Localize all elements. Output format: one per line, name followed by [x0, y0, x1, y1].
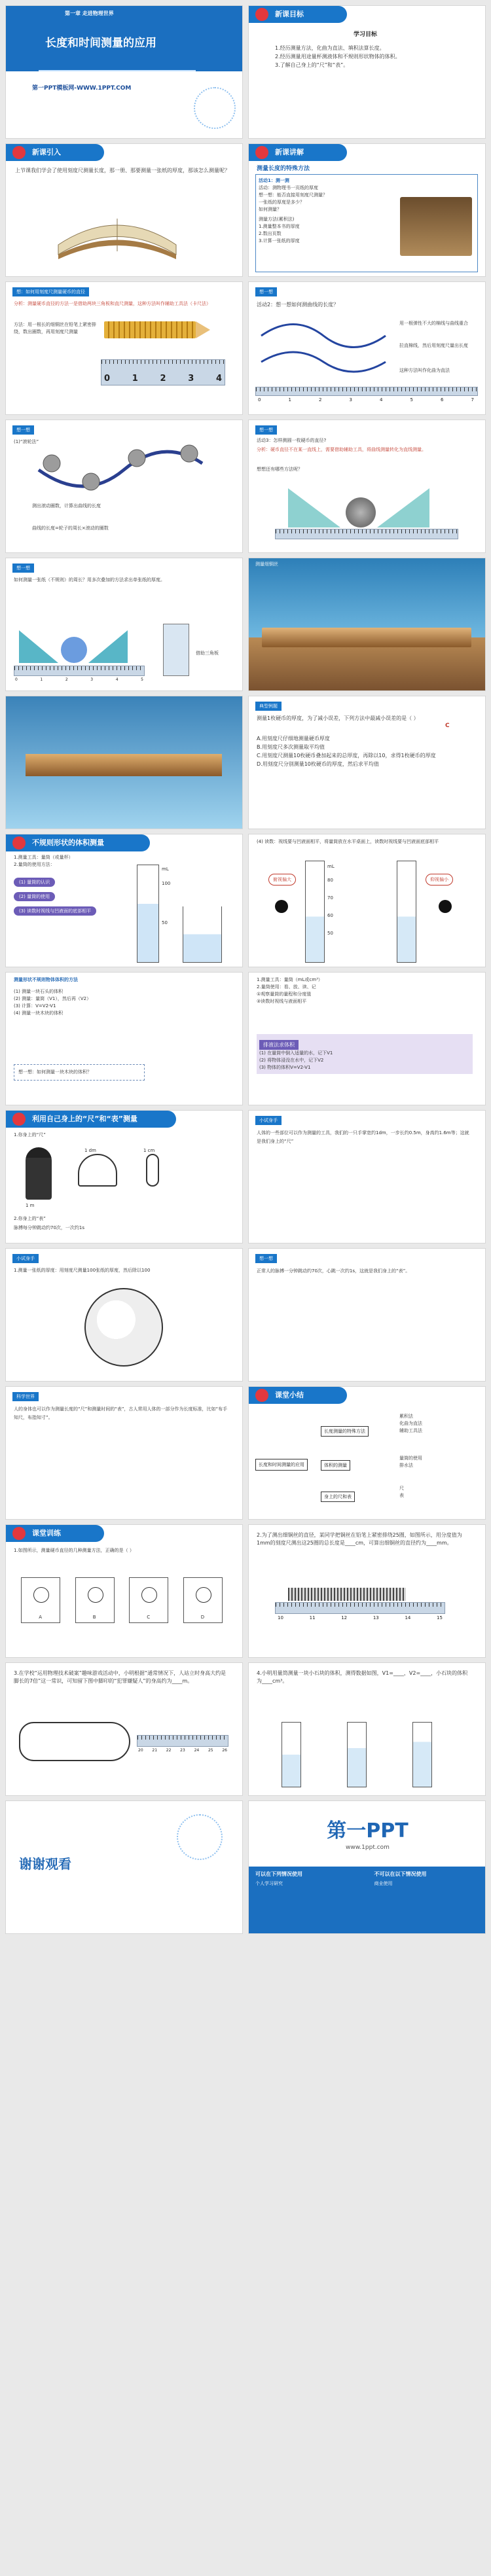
reading-text: (4) 读数：视线要与凹液面相平，将量筒放在水平桌面上，读数时视线要与凹液面底部相平: [257, 839, 439, 844]
slide-volume-1[interactable]: [5, 834, 243, 967]
band-volume: 不规则形状的体积测量: [6, 834, 150, 851]
slide-irregular[interactable]: [5, 972, 243, 1105]
site-label: 第一PPT模板网-WWW.1PPT.COM: [32, 85, 132, 92]
goals-heading: 学习目标: [354, 31, 378, 38]
ruler-ticks: 10 11 12 13 14 15: [278, 1615, 443, 1620]
wood-block: [262, 628, 471, 647]
paper-text: 如何测量一张纸（不规则）的周长？用多次叠加的方法求出单张纸的厚度。: [14, 577, 165, 582]
box-title: 排液法求体积: [259, 1040, 299, 1050]
question-text: 1.如图所示，测量硬币直径的几种测量方法，正确的是（ ）: [14, 1548, 134, 1553]
cylinder-unit: mL: [162, 867, 169, 872]
length-label: 1 cm: [143, 1148, 155, 1153]
band-body: 利用自己身上的“尺”和“表”测量: [6, 1111, 176, 1128]
bubble-bottom: 仰视偏小: [426, 874, 453, 885]
band-intro: 新课引入: [6, 144, 104, 161]
can-use-heading: 可以在下列情况使用: [255, 1871, 302, 1877]
question-text: 活动2：想一想如何测曲线的长度？: [257, 302, 339, 308]
pen-icon: [255, 146, 268, 159]
line: ②读数时视线与液面相平: [257, 999, 307, 1004]
item: (3) 物体的体积V=V2-V1: [259, 1065, 311, 1070]
slide-roll[interactable]: [5, 420, 243, 553]
box-line: 一张纸的厚度是多少？: [259, 200, 304, 205]
thanks-title: 谢谢观看: [19, 1856, 71, 1872]
wheel-illustration: [32, 444, 209, 496]
beaker: [183, 906, 222, 963]
section-subtitle: 想：如何用刻度尺测量硬币的直径: [12, 287, 89, 296]
question-text: 3.在学校“运用物理技术破案”趣味游戏活动中，小明根据“通常情况下，人站立时身高大约是脚长的7倍”这一常识，可知留下图中脚印的“犯罪嫌疑人”的身高约为____m。: [14, 1670, 227, 1684]
coin: [61, 637, 87, 663]
band-exercise: 课堂训练: [6, 1525, 104, 1542]
person-illustration: [26, 1147, 52, 1200]
pulse-text: 脉搏每分钟跳动约70次，一次约1s: [14, 1225, 85, 1230]
section-subtitle: 小试身手: [255, 1116, 282, 1125]
slide-paper[interactable]: [5, 558, 243, 691]
leaf: 表: [399, 1493, 404, 1498]
mickey-icon: [439, 900, 452, 913]
summary-branch: 长度测量的特殊方法: [321, 1426, 369, 1437]
section-subtitle: 想一想: [12, 564, 34, 573]
item: (2) 将物体浸没在水中，记下V2: [259, 1058, 324, 1063]
line: ①观察量筒的量程和分度值: [257, 992, 312, 997]
content-text: 1.测量一张纸的厚度：用刻度尺测量100张纸的厚度，然后除以100: [14, 1268, 151, 1273]
scale-mark: 50: [327, 931, 333, 936]
step-line: (4) 测量一块木块的体积: [14, 1011, 64, 1016]
cannot-use-item: 商业使用: [374, 1881, 393, 1886]
leaf: 尺: [399, 1486, 404, 1491]
ruler: [255, 387, 478, 396]
caption: 借助三角板: [196, 651, 219, 656]
method-step: 2.数出页数: [259, 231, 282, 236]
coil-illustration: [288, 1588, 406, 1601]
step-line: (1) 测量一块石头的体积: [14, 989, 64, 994]
analysis-text: 分析：测量硬币直径的方法一是借助两块三角板和直尺测量，这种方法叫作辅助工具法（卡尺法）: [14, 301, 211, 306]
section-subtitle: 科学世界: [12, 1392, 39, 1401]
slide-summary-volume[interactable]: [248, 972, 486, 1105]
option-figure[interactable]: B: [75, 1577, 115, 1623]
vertical-ruler: [163, 624, 189, 676]
leaf: 排水法: [399, 1463, 413, 1468]
slide-volume-2[interactable]: [248, 834, 486, 967]
summary-center: 长度和时间测量的应用: [255, 1459, 308, 1471]
slide-science[interactable]: [5, 1386, 243, 1520]
option-b[interactable]: B.用刻度尺多次测量取平均值: [257, 744, 325, 750]
ruler: [137, 1735, 228, 1747]
line: 2.量筒使用：看、放、读、记: [257, 984, 316, 990]
slide-summary[interactable]: [248, 1386, 486, 1520]
ruler: [275, 529, 458, 539]
triangle-right: [377, 488, 429, 528]
cylinder-c: [412, 1722, 432, 1787]
question-text: 4.小明用量筒测量一块小石块的体积，测得数据如图，V1=____，V2=____，小石块的体积为____cm³。: [257, 1670, 468, 1684]
scale-mark: 80: [327, 878, 333, 883]
slide-curve[interactable]: [248, 281, 486, 415]
content-text: 正常人的脉搏一分钟跳动约70次，心跳一次约1s，这就是我们身上的“表”。: [257, 1268, 410, 1274]
slide-coin[interactable]: [5, 281, 243, 415]
question-2: 2.你身上的“表”: [14, 1216, 46, 1221]
cylinder-a: [282, 1722, 301, 1787]
slide-think[interactable]: [248, 1248, 486, 1382]
leaf: 累积法: [399, 1414, 413, 1419]
question-text: 测量1枚硬币的厚度，为了减小误差，下列方法中最减小误差的是（ ）: [257, 715, 419, 721]
book-icon: [255, 8, 268, 21]
intro-line: 2.量筒的使用方法：: [14, 862, 55, 867]
label-pill: (1) 量筒的认识: [14, 878, 55, 887]
label-pill: (2) 量筒的使用: [14, 892, 55, 901]
box-line: 如何测量？: [259, 207, 282, 212]
leaf: 辅助工具法: [399, 1428, 422, 1433]
ruler-ticks: 0 1 2 3 4: [104, 374, 222, 384]
cylinder-b: [347, 1722, 367, 1787]
wood-plank: [26, 754, 222, 776]
section-subtitle: 测量长度的特殊方法: [257, 166, 310, 172]
question-text: 2.为了测出细铜丝的直径，某同学把铜丝在铅笔上紧密排绕25圈，如图所示，用分度值为1mm的刻度尺测出这25圈的总长度是____cm，可算出细铜丝的直径约为____mm。: [257, 1532, 462, 1546]
note-text: 曲线的长度=轮子的周长×滚动的圈数: [32, 526, 109, 531]
answer-mark: C: [445, 723, 450, 729]
method-text: 方法：用一根长的细铜丝在铅笔上紧密排绕，数出圈数，再用刻度尺测量: [14, 322, 96, 334]
slide-photo-2[interactable]: [5, 696, 243, 829]
section-subtitle: 想一想: [255, 1254, 277, 1263]
content-text: 人体的一些部位可以作为测量的工具，我们的一只手掌宽约1dm，一步长约0.5m，身高约1.6m等；这就是我们身上的“尺”: [257, 1130, 469, 1144]
option-figure[interactable]: A: [21, 1577, 60, 1623]
option-figure[interactable]: C: [129, 1577, 168, 1623]
dandelion-icon: [177, 1814, 223, 1860]
method-title: 测量方法(累积法): [259, 217, 295, 222]
set-square-1: [19, 630, 58, 663]
slide-brand[interactable]: [248, 1800, 486, 1934]
slide-try-2[interactable]: [5, 1248, 243, 1382]
ruler-ticks: 0 1 2 3 4 5 6 7: [258, 397, 474, 402]
step-line: (2) 测量：量筒（V1），然后再（V2）: [14, 996, 92, 1001]
slide-exercise-3[interactable]: [5, 1662, 243, 1796]
finger: [146, 1154, 159, 1187]
slide-goals[interactable]: [248, 5, 486, 139]
pencil-illustration: [104, 321, 196, 338]
slide-diameter[interactable]: [248, 420, 486, 553]
cannot-use-heading: 不可以在以下情况使用: [374, 1871, 427, 1877]
section-subtitle: 想一想: [255, 287, 277, 296]
length-label: 1 m: [26, 1203, 35, 1208]
box-line: 活动：测物理书一页纸的厚度: [259, 185, 318, 190]
ruler: [275, 1602, 445, 1614]
slide-intro[interactable]: [5, 143, 243, 277]
set-square-2: [88, 630, 128, 663]
stack-illustration: [400, 197, 472, 256]
step-3: 这种方法叫作化曲为直法: [399, 368, 450, 373]
summary-branch: 身上的尺和表: [321, 1492, 355, 1502]
leaf: 化曲为直法: [399, 1421, 422, 1426]
result-text: 测出滚动圈数，计算出曲线的长度: [32, 503, 101, 509]
cartoon-illustration: [84, 1288, 163, 1367]
pencil-icon: [12, 1527, 26, 1540]
slide-title[interactable]: [5, 5, 243, 139]
option-c[interactable]: C.用刻度尺测量10枚硬币叠加起来的总厚度，再除以10，求得1枚硬币的厚度: [257, 753, 436, 759]
slide-exercise-4[interactable]: [248, 1662, 486, 1796]
method-step: 1.测量整本书的厚度: [259, 224, 300, 229]
slide-photo-1[interactable]: [248, 558, 486, 691]
beaker-icon: [12, 836, 26, 850]
goal-item: 2.经历测量用途量杯测液体和不规则形状物体的体积。: [275, 54, 401, 60]
option-a[interactable]: A.用刻度尺仔细地测量硬币厚度: [257, 736, 330, 742]
slide-exercise-2[interactable]: [248, 1524, 486, 1658]
mickey-icon: [275, 900, 288, 913]
check-icon: [255, 1389, 268, 1402]
question-text: (1)“滚轮法”: [14, 439, 39, 444]
section-subtitle: 小试身手: [12, 1254, 39, 1263]
content-text: 人的身体也可以作为测量长度的“尺”和测量时间的“表”，古人常用人体的一部分作为长度标准，比如“布手知尺，布指知寸”。: [14, 1406, 228, 1420]
band-lecture: 新课讲解: [249, 144, 347, 161]
cylinder-left: [305, 861, 325, 963]
ruler-ticks: 20 21 22 23 24 25 26: [138, 1748, 227, 1753]
option-d[interactable]: D.用刻度尺分别测量10枚硬币的厚度，然后求平均值: [257, 761, 379, 767]
scale-mark: 70: [327, 895, 333, 901]
intro-text: 上节课我们学会了使用刻度尺测量长度，那一册、那要测量一张纸的厚度，那该怎么测量呢？: [15, 168, 230, 173]
step-2: 拉直棉线，然后用刻度尺量出长度: [399, 343, 468, 348]
section-subtitle: 想一想: [255, 425, 277, 435]
label-pill: (3) 读数时视线与凹液面的底部相平: [14, 906, 96, 916]
intro-line: 1.测量工具：量筒（或量杯）: [14, 855, 73, 860]
section-subtitle: 典型例题: [255, 702, 282, 711]
band-summary: 课堂小结: [249, 1387, 347, 1404]
step-1: 用一根弹性不大的棉线与曲线重合: [399, 321, 468, 326]
step-line: (3) 计算：V=V2-V1: [14, 1003, 56, 1009]
slide-try-1[interactable]: [248, 1110, 486, 1243]
line: 1.测量工具：量筒（mL或cm³）: [257, 977, 323, 982]
chapter-label: 第一章 走进物理世界: [65, 10, 114, 16]
curve-illustration: [258, 316, 389, 375]
triangle-left: [288, 488, 340, 528]
length-label: 1 dm: [84, 1148, 96, 1153]
hand-span: [78, 1154, 117, 1187]
box-title: 活动1：测一测: [259, 178, 289, 183]
cylinder-right: [397, 861, 416, 963]
box-line: 想一想：能否直接用刻度尺测量？: [259, 192, 327, 198]
pencil-tip: [196, 321, 210, 338]
slide-body-ruler[interactable]: [5, 1110, 243, 1243]
can-use-item: 个人学习研究: [255, 1881, 283, 1886]
cylinder-mark: 100: [162, 881, 171, 886]
goal-item: 1.经历测量方法，化曲为直法、填积法算长度。: [275, 45, 385, 51]
method-step: 3.计算一张纸的厚度: [259, 238, 300, 243]
coin: [346, 497, 376, 528]
ruler: [14, 666, 145, 676]
note-box: 想一想：如何测量一块木块的体积？: [14, 1064, 145, 1081]
slide-lecture-1[interactable]: [248, 143, 486, 277]
leaf: 量筒的使用: [399, 1456, 422, 1461]
question-text: 活动3：怎样测圆一枚硬币的直径?: [257, 438, 327, 443]
slide-example[interactable]: [248, 696, 486, 829]
dandelion-icon: [194, 87, 236, 129]
item: (1) 在量筒中倒入适量的水，记下V1: [259, 1050, 333, 1056]
slide-exercise-1[interactable]: [5, 1524, 243, 1658]
band-goals: 新课目标: [249, 6, 347, 23]
person-icon: [12, 1113, 26, 1126]
measuring-cylinder: [137, 865, 159, 963]
analysis-text: 分析：硬币直径不在某一直线上，需要借助辅助工具，将曲线测量转化为直线测量。: [257, 447, 426, 452]
section-title: 测量形状不规则物体体积的方法: [14, 977, 78, 982]
ruler-ticks: 0 1 2 3 4 5: [15, 677, 143, 682]
title-underline: [39, 70, 196, 71]
photo-caption: 测量细铜丝: [255, 562, 278, 567]
brand-site: www.1ppt.com: [346, 1844, 390, 1851]
section-subtitle: 想一想: [12, 425, 34, 435]
bubble-top: 俯视偏大: [268, 874, 296, 885]
scale-mark: 60: [327, 913, 333, 918]
book-illustration: [52, 199, 183, 264]
summary-branch: 体积的测量: [321, 1460, 350, 1471]
unit-label: mL: [327, 864, 335, 869]
footprint-illustration: [19, 1722, 130, 1761]
cylinder-mark: 50: [162, 920, 168, 925]
brand-logo: 第一PPT: [327, 1819, 409, 1842]
question-1: 1.你身上的“尺”: [14, 1132, 46, 1137]
question-2: 想想还有哪些方法呢？: [257, 467, 302, 472]
slide-title-text: 长度和时间测量的应用: [45, 37, 156, 50]
slide-thanks[interactable]: [5, 1800, 243, 1934]
bulb-icon: [12, 146, 26, 159]
option-figure[interactable]: D: [183, 1577, 223, 1623]
goal-item: 3.了解自己身上的“尺”和“表”。: [275, 62, 349, 68]
